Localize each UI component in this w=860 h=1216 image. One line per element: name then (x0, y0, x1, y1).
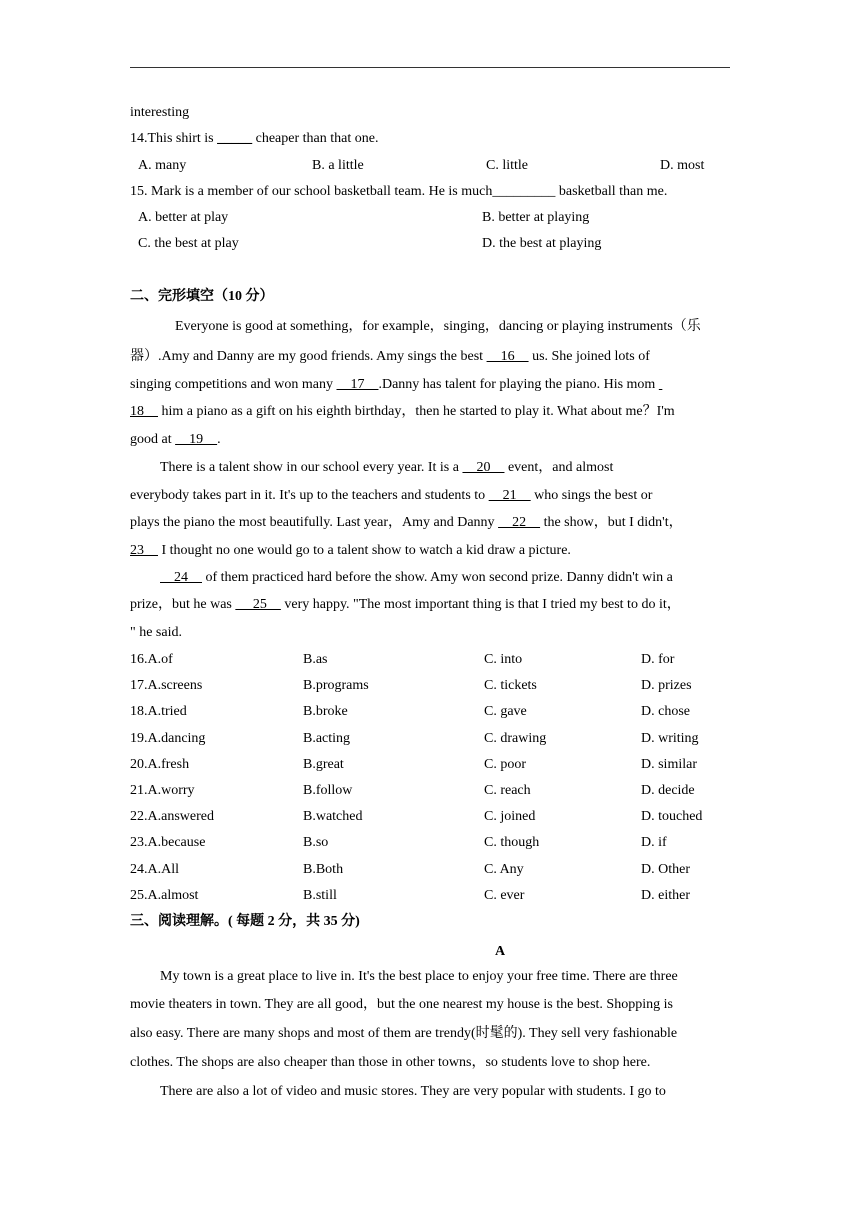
blank-23: 23 (130, 543, 158, 558)
cloze-option-17-c: C. tickets (484, 678, 537, 694)
cloze-option-24-a: 24.A.All (130, 861, 179, 877)
cloze-line-12: " he said. (130, 625, 182, 640)
question-14-option-b: B. a little (312, 158, 364, 173)
cloze-option-25-d: D. either (641, 887, 690, 903)
cloze-option-25-b: B.still (303, 887, 337, 903)
question-15-option-a: A. better at play (138, 210, 229, 225)
cloze-option-23-c: C. though (484, 835, 540, 851)
cloze-option-25-c: C. ever (484, 887, 525, 903)
cloze-line-2: 器）.Amy and Danny are my good friends. Amy sings the best 16 us. She joined lots of (130, 349, 650, 364)
section-2-title: 二、完形填空（10 分） (130, 289, 274, 304)
cloze-option-17-b: B.programs (303, 678, 369, 694)
cloze-option-22-b: B.watched (303, 809, 363, 825)
question-14-option-a: A. many (138, 158, 187, 173)
cloze-line-10: 24 of them practiced hard before the show. Amy won second prize. Danny didn't win a (160, 570, 673, 585)
cloze-option-16-c: C. into (484, 652, 523, 667)
cloze-line-6: There is a talent show in our school every year. It is a 20 event，and almost (160, 460, 614, 475)
cloze-option-19-a: 19.A.dancing (130, 730, 206, 746)
blank-18: 18 (130, 404, 158, 419)
cloze-line-9: 23 I thought no one would go to a talent show to watch a kid draw a picture. (130, 543, 571, 558)
cloze-option-20-b: B.great (303, 756, 344, 772)
question-14-option-c: C. little (486, 158, 528, 173)
cloze-option-18-c: C. gave (484, 704, 527, 720)
passage-a-line-1: My town is a great place to live in. It's the best place to enjoy your free time. There are three (160, 969, 678, 984)
question-14-option-d: D. most (660, 158, 705, 173)
question-15-option-d: D. the best at playing (482, 236, 602, 251)
blank-25: 25 (235, 597, 281, 612)
cloze-line-8: plays the piano the most beautifully. Last year，Amy and Danny 22 the show，but I didn't， (130, 515, 683, 530)
question-15-option-c: C. the best at play (138, 236, 239, 251)
passage-a-label: A (494, 944, 506, 959)
cloze-option-17-d: D. prizes (641, 678, 692, 694)
question-15-option-b: B. better at playing (482, 210, 590, 225)
cloze-line-1: Everyone is good at something，for example，singing，dancing or playing instruments（乐 (175, 319, 701, 334)
cloze-option-18-b: B.broke (303, 704, 348, 720)
blank-24: 24 (160, 570, 202, 585)
blank-17: 17 (336, 377, 379, 392)
cloze-option-22-a: 22.A.answered (130, 809, 214, 825)
cloze-option-23-b: B.so (303, 835, 329, 851)
cloze-option-16-b: B.as (303, 652, 328, 667)
cloze-option-16-a: 16.A.of (130, 652, 173, 667)
cloze-option-24-b: B.Both (303, 861, 344, 877)
cloze-line-5: good at 19 . (130, 432, 221, 447)
cloze-line-11: prize，but he was 25 very happy. "The most important thing is that I tried my best to do it， (130, 597, 681, 612)
blank-16: 16 (486, 349, 529, 364)
blank-21: 21 (488, 488, 531, 503)
header-rule (130, 67, 730, 68)
cloze-option-18-a: 18.A.tried (130, 704, 187, 720)
cloze-option-19-d: D. writing (641, 730, 699, 746)
cloze-option-20-a: 20.A.fresh (130, 756, 190, 772)
question-15-stem: 15. Mark is a member of our school basketball team. He is much_________ basketball than me. (130, 184, 668, 199)
cloze-option-24-d: D. Other (641, 861, 690, 877)
passage-a-line-2: movie theaters in town. They are all good，but the one nearest my house is the best. Shopping is (130, 997, 673, 1012)
cloze-line-4: 18 him a piano as a gift on his eighth birthday，then he started to play it. What about me？I'm (130, 404, 675, 419)
passage-a-line-4: clothes. The shops are also cheaper than those in other towns，so students love to shop here. (130, 1055, 651, 1070)
cloze-option-21-b: B.follow (303, 783, 353, 798)
cloze-option-20-d: D. similar (641, 756, 697, 772)
passage-a-line-5: There are also a lot of video and music stores. They are very popular with students. I go to (160, 1084, 666, 1099)
cloze-option-20-c: C. poor (484, 756, 526, 772)
cloze-option-21-d: D. decide (641, 783, 695, 798)
blank-22: 22 (498, 515, 541, 530)
cloze-option-22-d: D. touched (641, 809, 703, 825)
cloze-line-3: singing competitions and won many 17 .Danny has talent for playing the piano. His mom (130, 377, 659, 392)
cloze-option-23-d: D. if (641, 835, 667, 851)
cloze-option-21-a: 21.A.worry (130, 783, 195, 798)
cloze-option-18-d: D. chose (641, 704, 690, 720)
cloze-option-21-c: C. reach (484, 783, 531, 798)
blank-19: 19 (175, 432, 218, 447)
previous-question-tail: interesting (130, 105, 190, 120)
question-14-stem: 14.This shirt is _____ cheaper than that one. (130, 131, 379, 146)
section-3-title: 三、阅读理解。( 每题 2 分，共 35 分) (130, 914, 360, 929)
cloze-option-16-d: D. for (641, 652, 675, 667)
cloze-option-19-b: B.acting (303, 730, 351, 746)
cloze-option-22-c: C. joined (484, 809, 536, 825)
cloze-option-24-c: C. Any (484, 861, 524, 877)
blank-20: 20 (462, 460, 505, 475)
cloze-option-19-c: C. drawing (484, 730, 547, 746)
cloze-option-25-a: 25.A.almost (130, 887, 199, 903)
question-14-blank: _____ (217, 131, 253, 146)
cloze-line-7: everybody takes part in it. It's up to the teachers and students to 21 who sings the best or (130, 488, 653, 503)
passage-a-line-3: also easy. There are many shops and most of them are trendy(时髦的). They sell very fashionable (130, 1026, 678, 1041)
cloze-option-23-a: 23.A.because (130, 835, 206, 851)
cloze-option-17-a: 17.A.screens (130, 678, 203, 694)
